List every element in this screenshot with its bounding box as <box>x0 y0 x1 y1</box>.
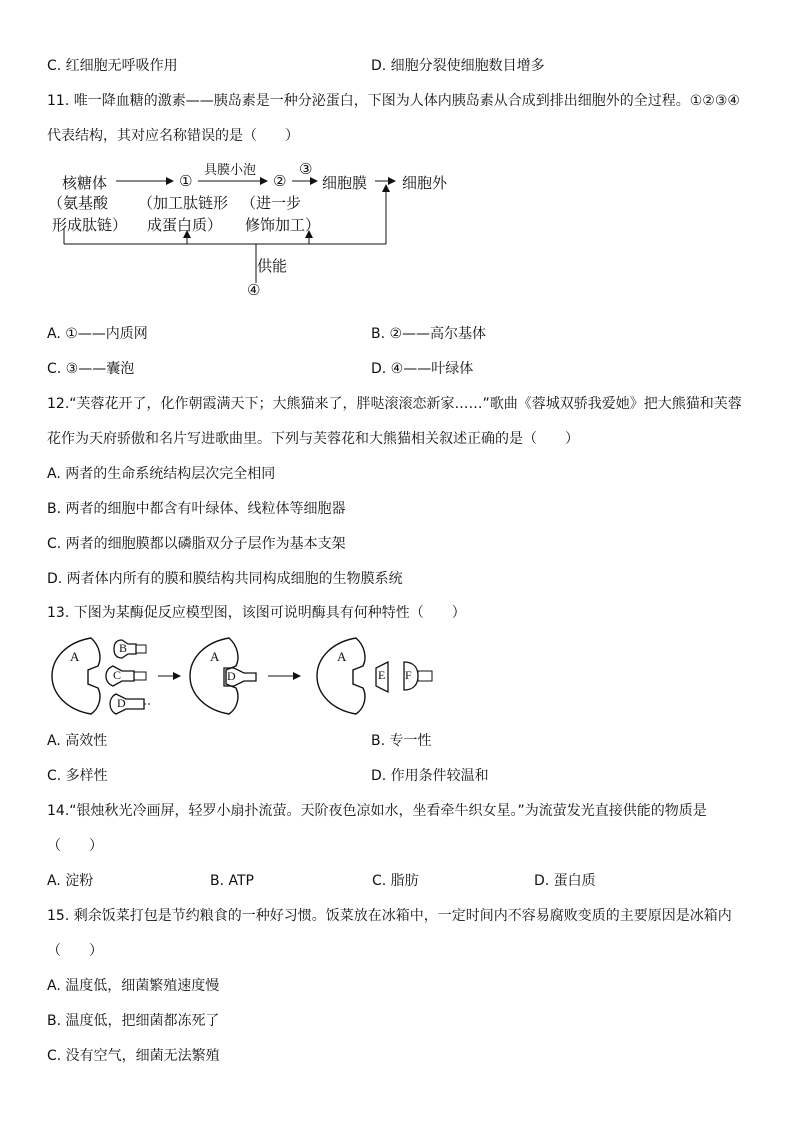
cell-outside-label: 细胞外 <box>402 174 448 192</box>
substrate-c-label: C <box>113 668 122 682</box>
cell-membrane-label: 细胞膜 <box>322 174 368 192</box>
product-f-tail <box>418 671 432 681</box>
structure-2-note-1: （进一步 <box>241 194 302 212</box>
q13-stem: 13. 下图为某酶促反应模型图，该图可说明酶具有何种特性（ ） <box>47 605 466 621</box>
structure-3-label: ③ <box>299 160 313 178</box>
substrate-c-tail <box>134 672 146 680</box>
q15-option-a: A. 温度低，细菌繁殖速度慢 <box>47 978 220 994</box>
substrate-b-tail <box>136 645 146 653</box>
enzyme-label-stage-1: A <box>70 649 80 664</box>
q13-enzyme-diagram <box>44 630 444 722</box>
q11-option-d: D. ④——叶绿体 <box>371 361 474 377</box>
product-f-label: F <box>405 668 412 682</box>
structure-2-label: ② <box>273 172 287 190</box>
q11-flow-diagram <box>40 155 480 303</box>
q11-stem-line-2: 代表结构，其对应名称错误的是（ ） <box>47 128 299 144</box>
substrate-d <box>110 694 144 714</box>
q13-option-c: C. 多样性 <box>47 768 108 784</box>
q14-option-c: C. 脂肪 <box>372 873 419 889</box>
energy-label: 供能 <box>257 257 288 275</box>
vesicle-label: 具膜小泡 <box>204 163 257 178</box>
q15-stem-line-2: （ ） <box>47 943 103 959</box>
q14-option-a: A. 淀粉 <box>47 873 94 889</box>
ribosome-note-1: （氨基酸 <box>48 194 109 212</box>
q12-stem-line-2: 花作为天府骄傲和名片写进歌曲里。下列与芙蓉花和大熊猫相关叙述正确的是（ ） <box>47 431 579 447</box>
ribosome-label: 核糖体 <box>62 174 108 192</box>
q14-stem-line-2: （ ） <box>47 838 103 854</box>
q12-option-a: A. 两者的生命系统结构层次完全相同 <box>47 466 276 482</box>
q13-option-a: A. 高效性 <box>47 733 108 749</box>
q14-option-b: B. ATP <box>210 873 254 889</box>
q13-option-d: D. 作用条件较温和 <box>371 768 489 784</box>
q15-option-b: B. 温度低，把细菌都冻死了 <box>47 1013 220 1029</box>
structure-2-note-2: 修饰加工） <box>245 216 321 234</box>
q10-option-d: D. 细胞分裂使细胞数目增多 <box>371 58 545 74</box>
q15-stem-line-1: 15. 剩余饭菜打包是节约粮食的一种好习惯。饭菜放在冰箱中，一定时间内不容易腐败变质的主要原因是冰箱内 <box>47 908 732 924</box>
bound-substrate-d-label: D <box>227 669 236 683</box>
q11-option-c: C. ③——囊泡 <box>47 361 135 377</box>
structure-4-label: ④ <box>247 281 261 299</box>
q13-option-b: B. 专一性 <box>371 733 432 749</box>
substrate-b-label: B <box>119 641 128 655</box>
q12-option-b: B. 两者的细胞中都含有叶绿体、线粒体等细胞器 <box>47 501 346 517</box>
q11-stem-line-1: 11. 唯一降血糖的激素——胰岛素是一种分泌蛋白，下图为人体内胰岛素从合成到排出细胞外的全过程。①②③④ <box>47 93 740 109</box>
q12-option-c: C. 两者的细胞膜都以磷脂双分子层作为基本支架 <box>47 536 346 552</box>
q11-option-a: A. ①——内质网 <box>47 326 148 342</box>
enzyme-label-stage-2: A <box>210 649 220 664</box>
structure-1-note-2: 成蛋白质） <box>147 216 223 234</box>
enzyme-label-stage-3: A <box>337 649 347 664</box>
structure-1-label: ① <box>179 172 193 190</box>
ribosome-note-2: 形成肽链） <box>52 216 128 234</box>
q12-option-d: D. 两者体内所有的膜和膜结构共同构成细胞的生物膜系统 <box>47 571 403 587</box>
q14-option-d: D. 蛋白质 <box>534 873 596 889</box>
q15-option-c: C. 没有空气，细菌无法繁殖 <box>47 1048 220 1064</box>
q11-option-b: B. ②——高尔基体 <box>371 326 487 342</box>
q12-stem-line-1: 12.“芙蓉花开了，化作朝霞满天下；大熊猫来了，胖哒滚滚恋新家……”歌曲《蓉城双骄我爱她》把大熊猫和芙蓉 <box>47 396 742 412</box>
q14-stem-line-1: 14.“银烛秋光冷画屏，轻罗小扇扑流萤。天阶夜色凉如水，坐看牵牛织女星。”为流萤发光直接供能的物质是 <box>47 803 707 819</box>
substrate-d-label: D <box>117 696 126 710</box>
structure-1-note-1: （加工肽链形 <box>138 194 229 212</box>
product-e-label: E <box>378 668 386 682</box>
q10-option-c: C. 红细胞无呼吸作用 <box>47 58 178 74</box>
